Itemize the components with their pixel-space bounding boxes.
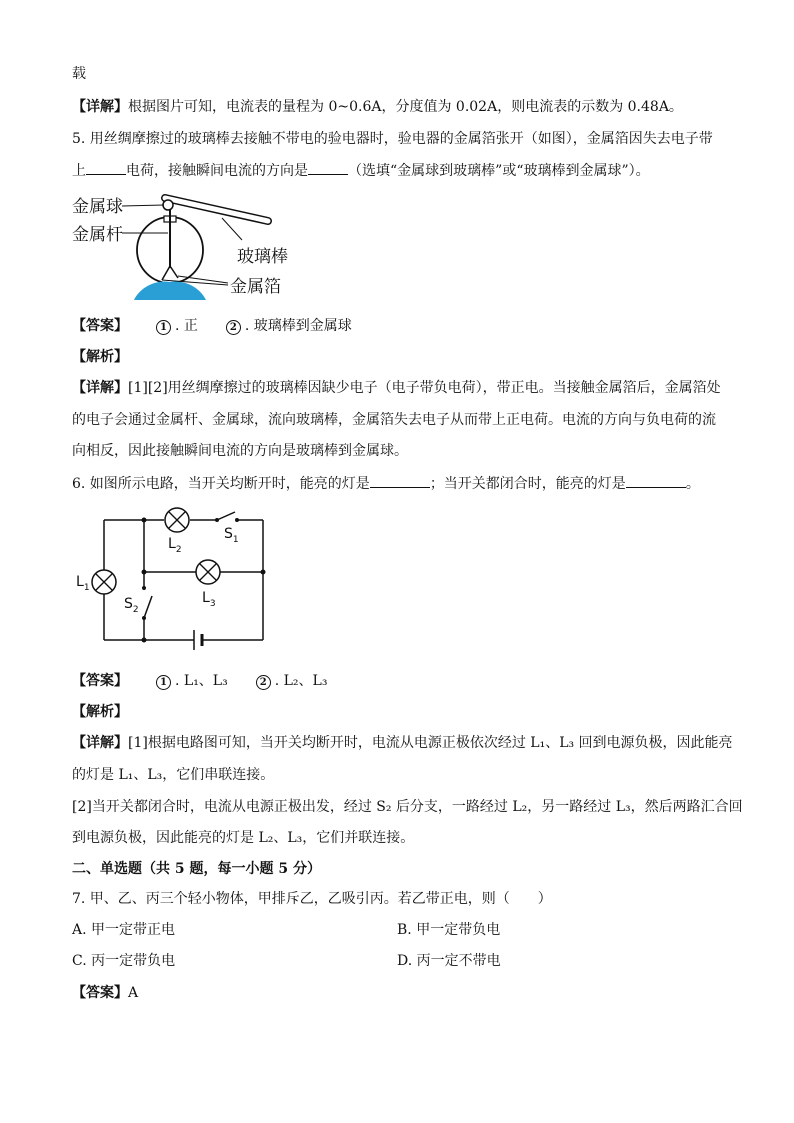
q5-text-b: 电荷，接触瞬间电流的方向是 (126, 163, 308, 179)
label-S1: $S_1$ (224, 526, 239, 545)
circuit-figure (72, 504, 282, 650)
option-D[interactable]: D. 丙一定不带电 (397, 953, 501, 969)
label-metal-ball: 金属球 (72, 197, 123, 217)
lamp-L2 (165, 508, 189, 532)
junction-dot (142, 570, 147, 575)
q5-detail-line1 (72, 378, 721, 398)
question-5-line2 (72, 160, 650, 181)
glass-rod (165, 198, 268, 221)
detail-tag: 【详解】 (72, 735, 128, 751)
answer-marker-1: 1 (156, 675, 171, 690)
metal-foil-left (162, 266, 170, 280)
lamp-L3 (196, 560, 220, 584)
q5-answer-1: . 正 (175, 318, 198, 334)
label-metal-rod: 金属杆 (72, 225, 123, 245)
answer-marker-2: 2 (226, 320, 241, 335)
q5-text-c: （选填“金属球到玻璃棒”或“玻璃棒到金属球”）。 (348, 163, 650, 179)
option-C[interactable]: C. 丙一定带负电 (72, 953, 176, 969)
answer-marker-1: 1 (156, 320, 171, 335)
answer-tag: 【答案】 (72, 673, 128, 689)
question-5-line1: 5. 用丝绸摩擦过的玻璃棒去接触不带电的验电器时，验电器的金属箔张开（如图），金属箔因失去电子带 (72, 131, 713, 147)
q6-text-b: ；当开关都闭合时，能亮的灯是 (429, 476, 626, 492)
junction-dot (142, 518, 147, 523)
option-B[interactable]: B. 甲一定带负电 (397, 922, 501, 938)
q6-answer-1: . L₁、L₃ (175, 673, 228, 689)
detail-text: 根据图片可知，电流表的量程为 0~0.6A，分度值为 0.02A，则电流表的示数为 0.48A。 (128, 99, 683, 115)
answer-tag: 【答案】 (72, 318, 128, 334)
metal-foil-right (170, 266, 178, 278)
q6-answer-line (72, 671, 327, 691)
q6-answer-2: . L₂、L₃ (274, 673, 328, 689)
label-S2: $S_2$ (124, 596, 139, 615)
q7-answer: A (128, 985, 139, 1001)
metal-ball (163, 200, 173, 210)
q6-detail-text1: [1]根据电路图可知，当开关均断开时，电流从电源正极依次经过 L₁、L₃ 回到电源负极，因此能亮 (128, 735, 733, 751)
q6-analysis-tag: 【解析】 (72, 704, 128, 720)
label-metal-foil: 金属箔 (230, 277, 281, 297)
q5-detail-line2: 的电子会通过金属杆、金属球，流向玻璃棒，金属箔失去电子从而带上正电荷。电流的方向与负电荷的流 (72, 412, 716, 428)
battery (194, 630, 202, 650)
answer-marker-2: 2 (256, 675, 271, 690)
q7-answer-line (72, 983, 138, 1003)
text-line: 载 (72, 66, 86, 82)
option-A[interactable]: A. 甲一定带正电 (72, 922, 176, 938)
q6-text-a: 6. 如图所示电路，当开关均断开时，能亮的灯是 (72, 476, 370, 492)
q6-text-c: 。 (685, 476, 700, 492)
q6-detail-line4: 到电源负极，因此能亮的灯是 L₂、L₃，它们并联连接。 (72, 830, 415, 846)
section-heading: 二、单选题（共 5 题，每一小题 5 分） (72, 861, 321, 877)
junction-dot (261, 570, 266, 575)
q5-detail-line3: 向相反，因此接触瞬间电流的方向是玻璃棒到金属球。 (72, 443, 408, 459)
answer-tag: 【答案】 (72, 985, 128, 1001)
q5-blank-2[interactable] (308, 160, 348, 175)
question-7: 7. 甲、乙、丙三个轻小物体，甲排斥乙，乙吸引丙。若乙带正电，则（ ） (72, 891, 552, 907)
q6-detail-line1 (72, 733, 733, 753)
junction-dot (142, 638, 147, 643)
detail-tag: 【详解】 (72, 380, 128, 396)
q5-answer-line (72, 316, 352, 336)
switch-S1 (215, 512, 239, 522)
question-6-line (72, 473, 700, 494)
q6-blank-2[interactable] (626, 473, 686, 488)
electroscope-figure (72, 188, 312, 306)
electroscope-base (134, 282, 206, 300)
q5-text-a: 上 (72, 163, 86, 179)
q5-blank-1[interactable] (86, 160, 126, 175)
detail-tag: 【详解】 (72, 99, 128, 115)
q5-answer-2: . 玻璃棒到金属球 (244, 318, 352, 334)
q6-detail-line2: 的灯是 L₁、L₃，它们串联连接。 (72, 767, 275, 783)
label-L1: $L_1$ (76, 574, 90, 593)
q6-detail-line3: [2]当开关都闭合时，电流从电源正极出发，经过 S₂ 后分支，一路经过 L₂，另一路经过 L₃，然后两路汇合回 (72, 799, 743, 815)
q5-analysis-tag: 【解析】 (72, 349, 128, 365)
lamp-L1 (92, 570, 116, 594)
label-L3: $L_3$ (202, 590, 216, 609)
label-L2: $L_2$ (168, 536, 182, 555)
label-glass-rod: 玻璃棒 (237, 247, 288, 267)
detail-line (72, 97, 683, 117)
switch-S2 (142, 586, 152, 620)
q5-detail-text1: [1][2]用丝绸摩擦过的玻璃棒因缺少电子（电子带负电荷），带正电。当接触金属箔后，金属箔处 (128, 380, 721, 396)
q6-blank-1[interactable] (370, 473, 430, 488)
